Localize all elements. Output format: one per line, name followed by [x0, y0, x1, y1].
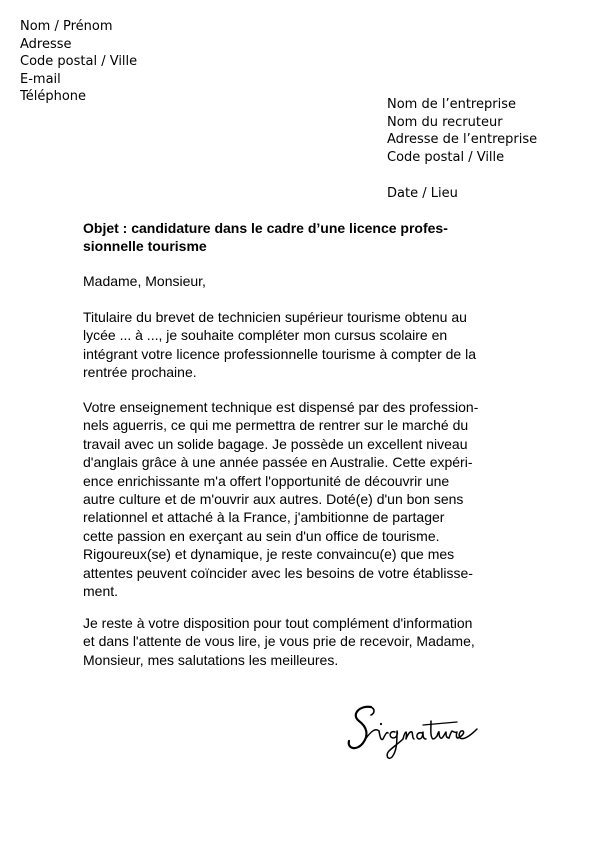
paragraph-1 — [83, 308, 513, 382]
paragraph-line: lycée ... à ..., je souhaite compléter mon cursus scolaire en — [83, 327, 448, 344]
recipient-company: Nom de l’entreprise — [387, 97, 516, 112]
paragraph-line: ence enrichissante m'a offert l'opportunité de découvrir une — [83, 472, 450, 489]
paragraph-line: relationnel et attaché à la France, j'ambitionne de partager — [83, 509, 445, 526]
date-place: Date / Lieu — [387, 186, 458, 201]
sender-name: Nom / Prénom — [20, 19, 113, 34]
recipient-recruiter: Nom du recruteur — [387, 114, 503, 130]
paragraph-line: et dans l'attente de vous lire, je vous prie de recevoir, Madame, — [83, 633, 475, 650]
sender-postal-city: Code postal / Ville — [20, 54, 138, 69]
paragraph-2 — [83, 398, 513, 600]
paragraph-line: rentrée prochaine. — [83, 364, 197, 381]
paragraph-line: Votre enseignement technique est dispensé par des profession- — [83, 399, 479, 415]
paragraph-line: Monsieur, mes salutations les meilleures. — [83, 651, 339, 668]
paragraph-3 — [83, 614, 513, 669]
paragraph-line: Titulaire du brevet de technicien supérieur tourisme obtenu au — [83, 309, 467, 325]
handwritten-signature — [345, 697, 495, 767]
salutation: Madame, Monsieur, — [83, 273, 206, 289]
paragraph-line: d'anglais grâce à une année passée en Australie. Cette expéri- — [83, 454, 473, 471]
recipient-block — [387, 96, 537, 166]
paragraph-line: attentes peuvent coïncider avec les besoins de votre établisse- — [83, 564, 473, 581]
subject-line-1: Objet : candidature dans le cadre d’une licence profes- — [83, 220, 448, 236]
paragraph-line: autre culture et de m'ouvrir aux autres. Doté(e) d'un bon sens — [83, 491, 464, 508]
sender-email: E-mail — [20, 71, 61, 87]
paragraph-line: travail avec un solide bagage. Je possède un excellent niveau — [83, 435, 468, 452]
recipient-address: Adresse de l’entreprise — [387, 132, 538, 147]
paragraph-line: ment. — [83, 583, 119, 600]
subject-line — [83, 219, 513, 256]
paragraph-line: cette passion en exerçant au sein d'un office de tourisme. — [83, 527, 440, 544]
sender-phone: Téléphone — [20, 89, 87, 104]
paragraph-line: nels aguerris, ce qui me permettra de rentrer sur le marché du — [83, 417, 469, 434]
sender-block — [20, 18, 137, 106]
subject-line-2: sionnelle tourisme — [83, 238, 207, 255]
recipient-postal-city: Code postal / Ville — [387, 149, 505, 165]
paragraph-line: Je reste à votre disposition pour tout complément d'information — [83, 615, 473, 631]
paragraph-line: Rigoureux(se) et dynamique, je reste convaincu(e) que mes — [83, 546, 455, 563]
paragraph-line: intégrant votre licence professionnelle tourisme à compter de la — [83, 345, 476, 362]
sender-address: Adresse — [20, 36, 72, 52]
